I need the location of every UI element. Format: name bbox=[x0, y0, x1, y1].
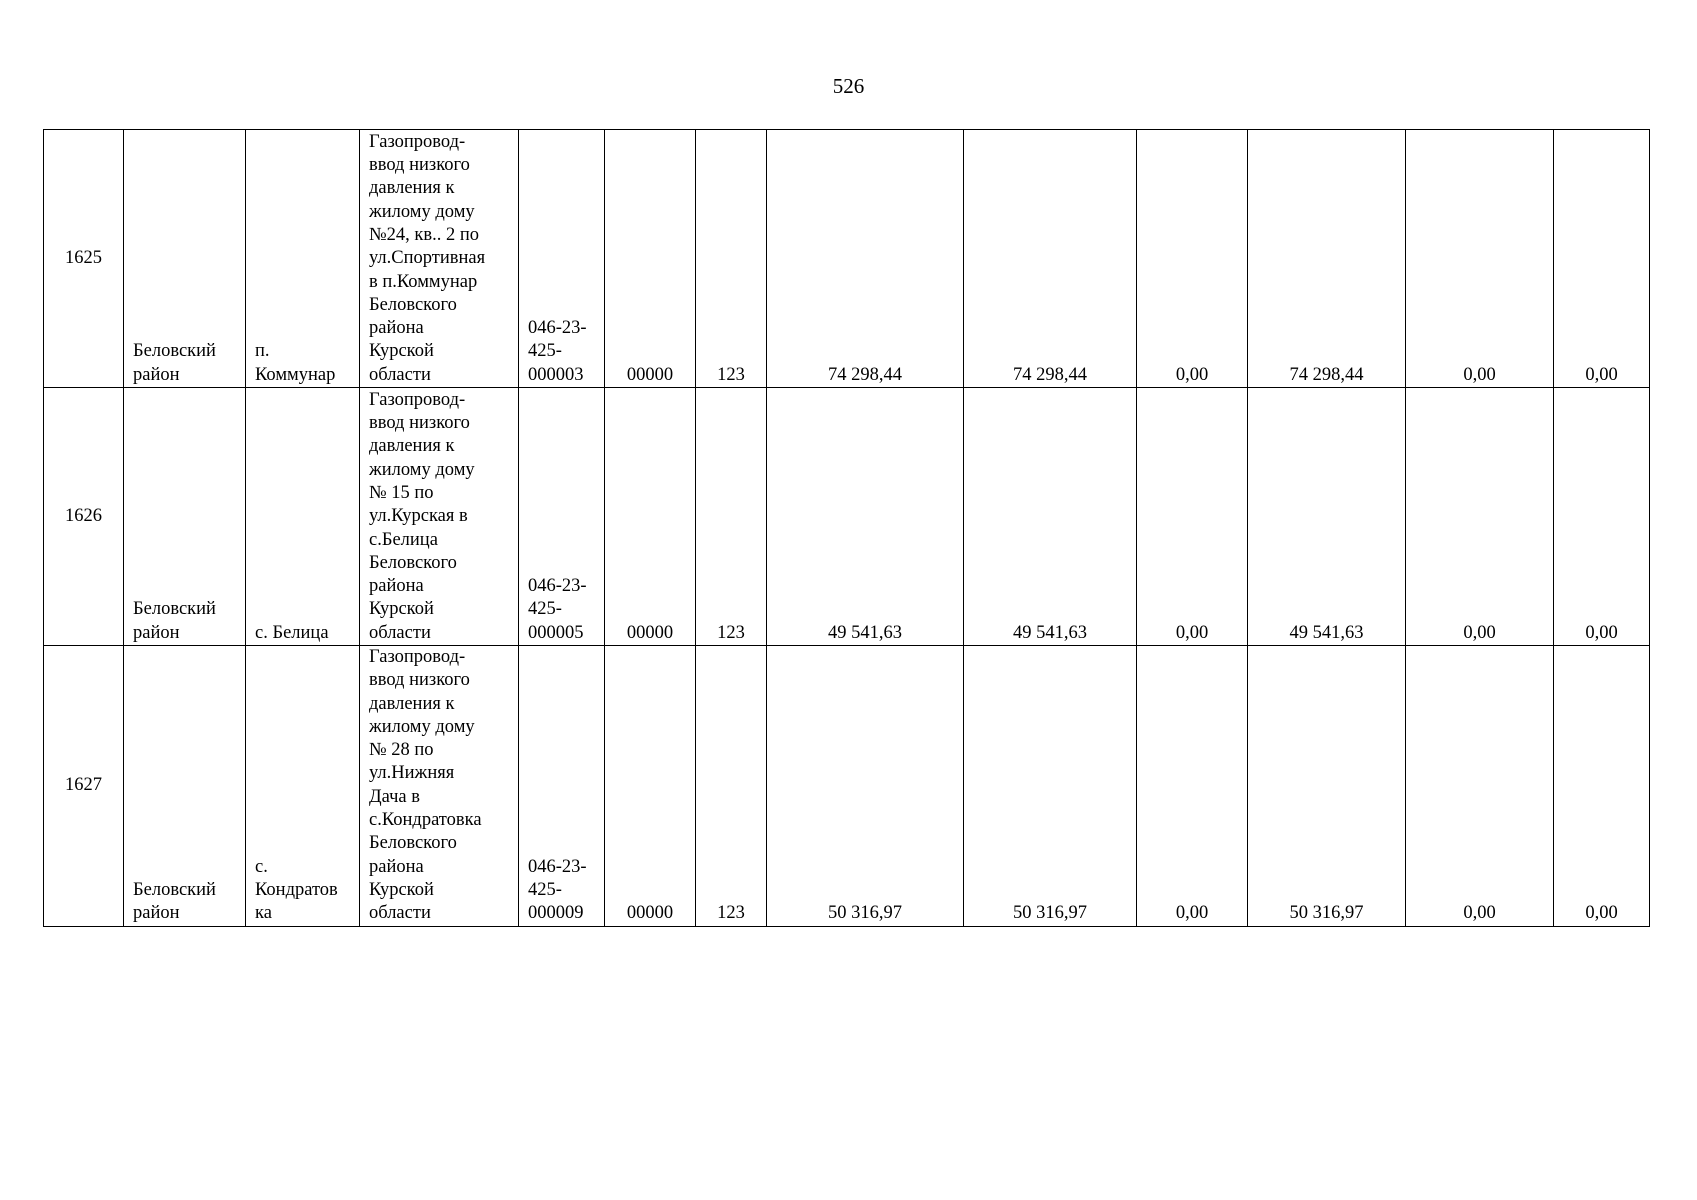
amount-cell: 0,00 bbox=[1554, 646, 1650, 927]
amount-cell: 0,00 bbox=[1554, 130, 1650, 388]
row-number: 1625 bbox=[44, 130, 124, 388]
amount-cell: 0,00 bbox=[1137, 646, 1248, 927]
table-row bbox=[44, 388, 1650, 646]
account-code-cell: 123 bbox=[696, 646, 767, 927]
property-registry-table bbox=[43, 129, 1650, 927]
amount-cell: 50 316,97 bbox=[964, 646, 1137, 927]
amount-cell: 50 316,97 bbox=[767, 646, 964, 927]
code-cell: 00000 bbox=[605, 646, 696, 927]
amount-cell: 0,00 bbox=[1406, 130, 1554, 388]
amount-cell: 0,00 bbox=[1554, 388, 1650, 646]
amount-cell: 74 298,44 bbox=[767, 130, 964, 388]
registration-code-cell: 046-23- 425- 000005 bbox=[519, 388, 605, 646]
registration-code-cell: 046-23- 425- 000009 bbox=[519, 646, 605, 927]
locality-cell: п. Коммунар bbox=[246, 130, 360, 388]
amount-cell: 0,00 bbox=[1406, 646, 1554, 927]
code-cell: 00000 bbox=[605, 130, 696, 388]
amount-cell: 0,00 bbox=[1137, 388, 1248, 646]
district-cell: Беловский район bbox=[124, 646, 246, 927]
description-cell: Газопровод- ввод низкого давления к жилому дому № 28 по ул.Нижняя Дача в с.Кондратовка Беловского района Курской области bbox=[360, 646, 519, 927]
code-cell: 00000 bbox=[605, 388, 696, 646]
amount-cell: 49 541,63 bbox=[1248, 388, 1406, 646]
amount-cell: 49 541,63 bbox=[964, 388, 1137, 646]
locality-cell: с. Кондратов ка bbox=[246, 646, 360, 927]
amount-cell: 74 298,44 bbox=[1248, 130, 1406, 388]
district-cell: Беловский район bbox=[124, 388, 246, 646]
row-number: 1627 bbox=[44, 646, 124, 927]
amount-cell: 49 541,63 bbox=[767, 388, 964, 646]
description-cell: Газопровод- ввод низкого давления к жилому дому №24, кв.. 2 по ул.Спортивная в п.Коммунар Беловского района Курской области bbox=[360, 130, 519, 388]
district-cell: Беловский район bbox=[124, 130, 246, 388]
amount-cell: 50 316,97 bbox=[1248, 646, 1406, 927]
amount-cell: 74 298,44 bbox=[964, 130, 1137, 388]
locality-cell: с. Белица bbox=[246, 388, 360, 646]
amount-cell: 0,00 bbox=[1137, 130, 1248, 388]
registration-code-cell: 046-23- 425- 000003 bbox=[519, 130, 605, 388]
description-cell: Газопровод- ввод низкого давления к жилому дому № 15 по ул.Курская в с.Белица Беловского района Курской области bbox=[360, 388, 519, 646]
table-row bbox=[44, 130, 1650, 388]
table-row bbox=[44, 646, 1650, 927]
account-code-cell: 123 bbox=[696, 130, 767, 388]
account-code-cell: 123 bbox=[696, 388, 767, 646]
row-number: 1626 bbox=[44, 388, 124, 646]
amount-cell: 0,00 bbox=[1406, 388, 1554, 646]
page-number: 526 bbox=[832, 74, 865, 98]
